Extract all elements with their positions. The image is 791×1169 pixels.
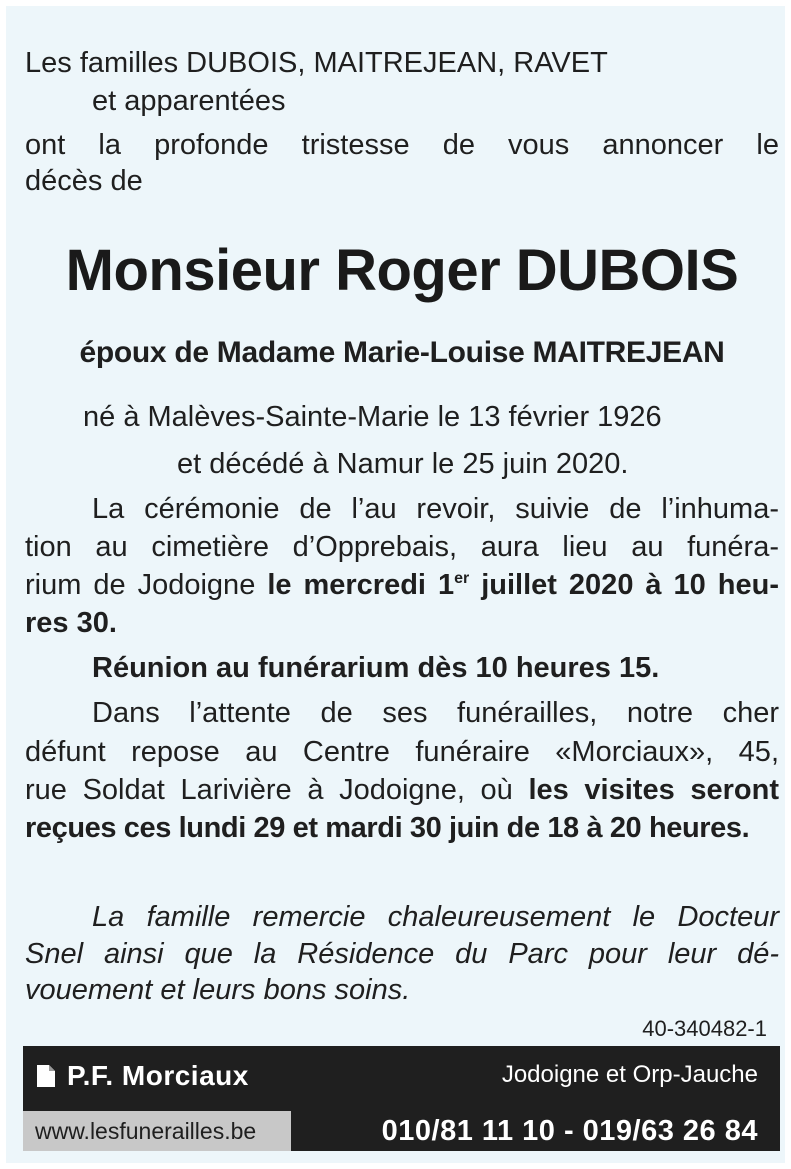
thanks-line-3: vouement et leurs bons soins. [25,974,411,1006]
spouse-line: époux de Madame Marie-Louise MAITREJEAN [79,336,725,369]
locations: Jodoigne et Orp-Jauche [501,1061,758,1088]
ceremony-line-3 [25,568,779,602]
announce-line-2: décès de [25,165,143,197]
ceremony-date: le mercredi 1er [267,569,470,601]
visits-address: rue Soldat Larivière à Jodoigne, où [25,774,513,806]
funeral-home-footer [23,1046,780,1151]
reference-number: 40-340482-1 [642,1016,767,1041]
ceremony-time: juillet 2020 à 10 heu- [481,569,779,601]
ceremony-venue: rium de Jodoigne [25,569,256,601]
brand [35,1056,249,1096]
phone-numbers: 010/81 11 10 - 019/63 26 84 [381,1115,758,1147]
death-line: et décédé à Namur le 25 juin 2020. [177,448,629,480]
visits-line-4: reçues ces lundi 29 et mardi 30 juin de 18 à 20 heures. [25,812,750,844]
thanks-line-1: La famille remercie chaleureusement le Docteur [92,901,779,933]
visits-highlight: les visites seront [528,774,779,806]
thanks-line-2: Snel ainsi que la Résidence du Parc pour leur dé- [25,938,779,970]
obituary-notice [6,6,785,1163]
visits-line-3 [25,773,779,807]
ceremony-line-2: tion au cimetière d’Opprebais, aura lieu au funéra- [25,531,779,563]
ceremony-line-4: res 30. [25,607,117,639]
related-line: et apparentées [92,85,286,117]
website-link[interactable]: www.lesfunerailles.be [23,1111,291,1151]
meeting-line: Réunion au funérarium dès 10 heures 15. [92,652,660,684]
ceremony-line-1: La cérémonie de l’au revoir, suivie de l’inhuma- [92,493,779,525]
visits-line-2: défunt repose au Centre funéraire «Morciaux», 45, [25,736,779,768]
document-icon [35,1063,57,1089]
deceased-name: Monsieur Roger DUBOIS [65,238,739,303]
visits-line-1: Dans l’attente de ses funérailles, notre cher [92,697,779,729]
brand-name: P.F. Morciaux [67,1060,249,1091]
birth-line: né à Malèves-Sainte-Marie le 13 février 1926 [83,401,662,433]
announce-line-1: ont la profonde tristesse de vous annoncer le [25,129,779,161]
families-line: Les familles DUBOIS, MAITREJEAN, RAVET [25,47,608,79]
